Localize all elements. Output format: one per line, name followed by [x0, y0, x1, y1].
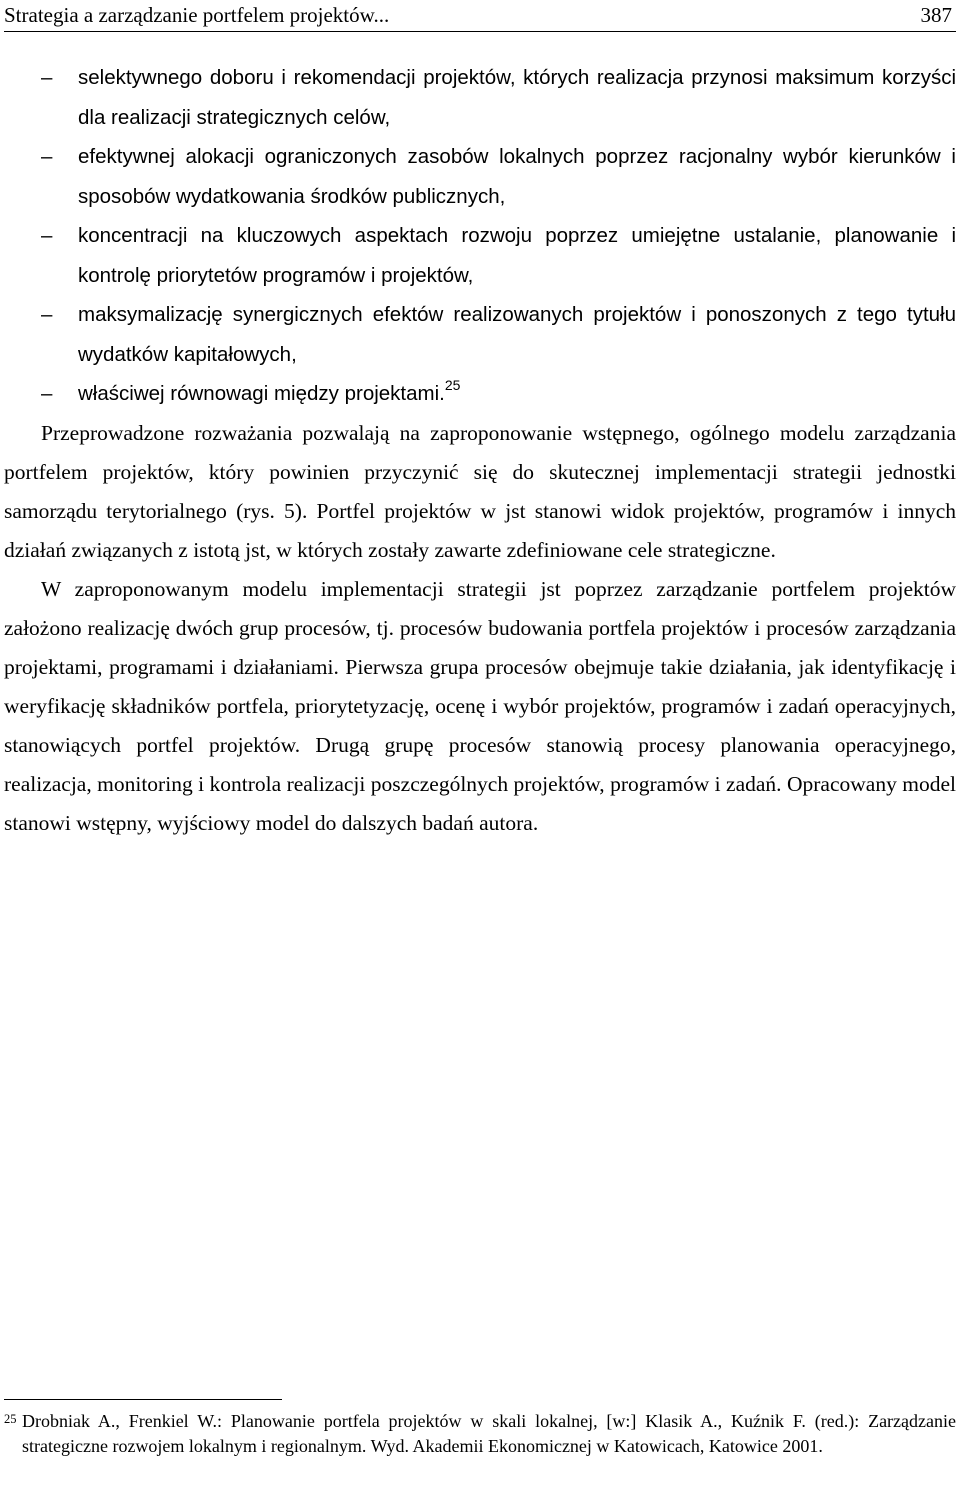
- footnote-reference: 25: [444, 377, 461, 394]
- list-item-text: selektywnego doboru i rekomendacji projektów, których realizacja przynosi maksimum korzyści dla realizacji strategicznych celów,: [78, 66, 956, 129]
- list-item-text: maksymalizację synergicznych efektów realizowanych projektów i ponoszonych z tego tytułu wydatków kapitałowych,: [78, 303, 956, 366]
- paragraph: W zaproponowanym modelu implementacji strategii jst poprzez zarządzanie portfelem projektów założono realizację dwóch grup procesów, tj. procesów budowania portfela projektów i procesów zarządzania projektami, programami i działaniami. Pierwsza grupa procesów obejmuje takie działania, jak identyfikację i weryfikację składników portfela, priorytetyzację, ocenę i wybór projektów, programów i zadań operacyjnych, stanowiących portfel projektów. Drugą grupę procesów stanowią procesy planowania operacyjnego, realizacja, monitoring i kontrola realizacji poszczególnych projektów, programów i zadań. Opracowany model stanowi wstępny, wyjściowy model do dalszych badań autora.: [4, 577, 956, 835]
- paragraph: Przeprowadzone rozważania pozwalają na zaproponowanie wstępnego, ogólnego modelu zarządzania portfelem projektów, który powinien przyczynić się do skutecznej implementacji strategii jednostki samorządu terytorialnego (rys. 5). Portfel projektów w jst stanowi widok projektów, programów i innych działań związanych z istotą jst, w których zostały zawarte zdefiniowane cele strategiczne.: [4, 421, 956, 562]
- list-item: [0, 137, 960, 216]
- list-item: [0, 216, 960, 295]
- bullet-list: [0, 58, 960, 414]
- running-header: [4, 3, 956, 32]
- bullet-dash: –: [41, 382, 53, 405]
- list-item: [0, 374, 960, 414]
- footnote: [4, 1409, 956, 1458]
- footnote-separator: [4, 1399, 282, 1400]
- bullet-dash: –: [41, 224, 53, 247]
- body-text: [4, 414, 956, 843]
- running-title: Strategia a zarządzanie portfelem projektów...: [4, 3, 390, 27]
- list-item-text: koncentracji na kluczowych aspektach rozwoju poprzez umiejętne ustalanie, planowanie i kontrolę priorytetów programów i projektów,: [78, 224, 956, 287]
- footnote-text: Drobniak A., Frenkiel W.: Planowanie portfela projektów w skali lokalnej, [w:] Klasik A., Kuźnik F. (red.): Zarządzanie strategiczne rozwojem lokalnym i regionalnym. Wyd. Akademii Ekonomicznej w Katowicach, Katowice 2001.: [22, 1411, 956, 1456]
- bullet-dash: –: [41, 66, 53, 89]
- bullet-dash: –: [41, 145, 53, 168]
- list-item-text: właściwej równowagi między projektami.: [78, 382, 445, 405]
- page-number: 387: [920, 3, 952, 27]
- list-item-text: efektywnej alokacji ograniczonych zasobów lokalnych poprzez racjonalny wybór kierunków i sposobów wydatkowania środków publicznych,: [78, 145, 956, 208]
- list-item: [0, 295, 960, 374]
- footnote-number: 25: [4, 1412, 17, 1426]
- list-item: [0, 58, 960, 137]
- bullet-dash: –: [41, 303, 53, 326]
